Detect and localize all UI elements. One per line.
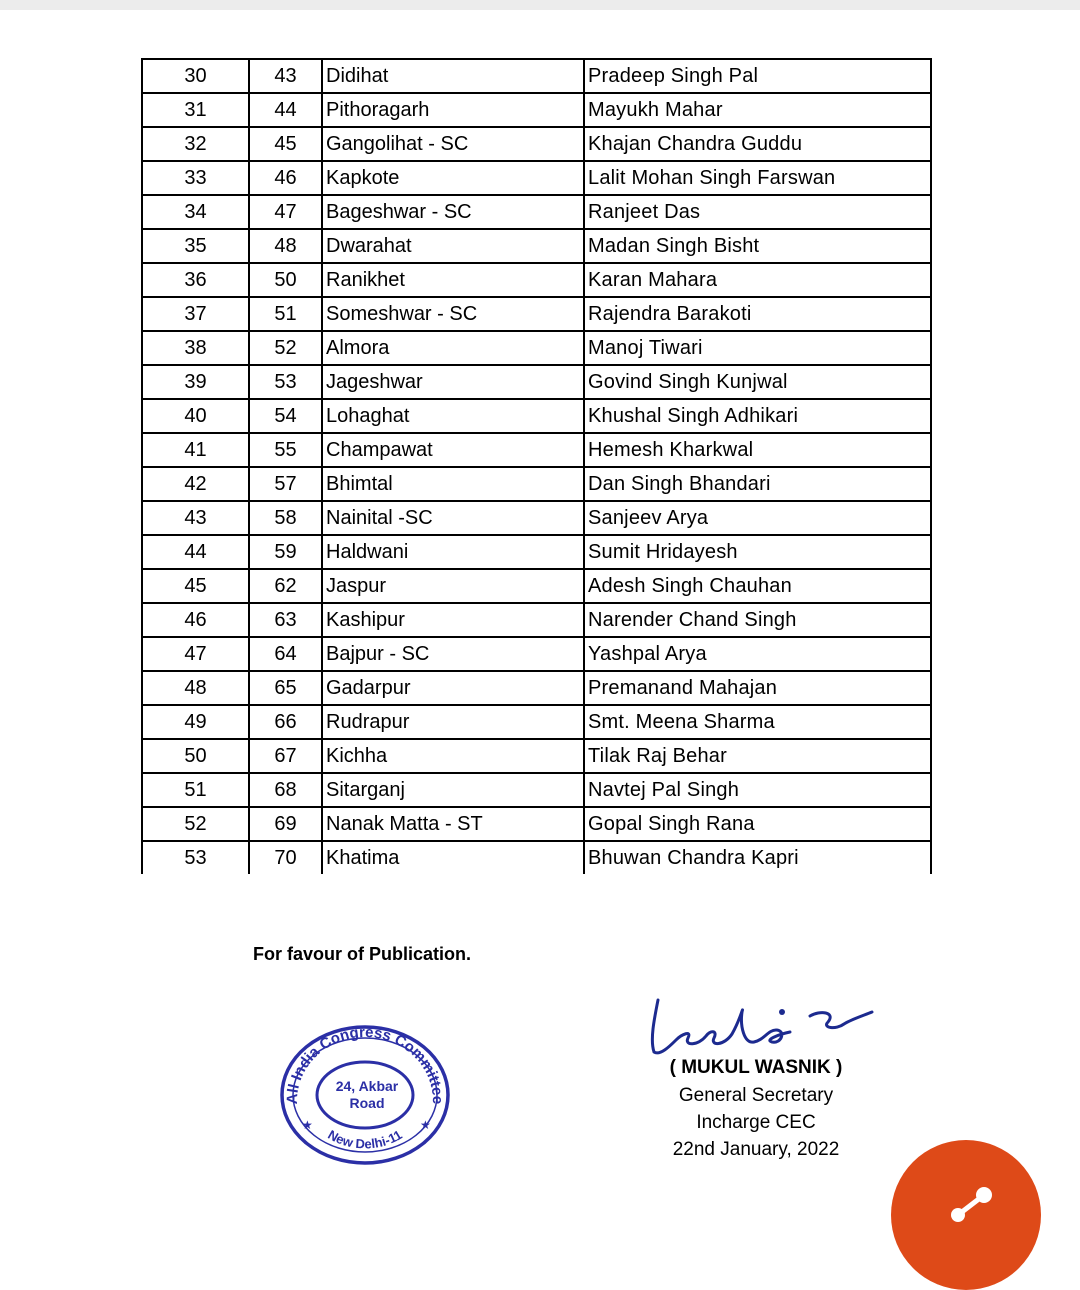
candidate-table-body	[142, 59, 931, 874]
constituency-name-cell: Kichha	[322, 739, 584, 773]
constituency-name-cell: Nainital -SC	[322, 501, 584, 535]
candidate-name-cell: Sumit Hridayesh	[584, 535, 931, 569]
constituency-name-cell: Gangolihat - SC	[322, 127, 584, 161]
table-row	[142, 161, 931, 195]
constituency-number-cell: 57	[249, 467, 322, 501]
serial-number-cell: 31	[142, 93, 249, 127]
candidate-name-cell: Govind Singh Kunjwal	[584, 365, 931, 399]
constituency-name-cell: Lohaghat	[322, 399, 584, 433]
constituency-name-cell: Bageshwar - SC	[322, 195, 584, 229]
serial-number-cell: 36	[142, 263, 249, 297]
serial-number-cell: 40	[142, 399, 249, 433]
constituency-name-cell: Ranikhet	[322, 263, 584, 297]
serial-number-cell: 42	[142, 467, 249, 501]
candidate-name-cell: Navtej Pal Singh	[584, 773, 931, 807]
table-row	[142, 467, 931, 501]
constituency-name-cell: Bajpur - SC	[322, 637, 584, 671]
table-row	[142, 195, 931, 229]
constituency-name-cell: Haldwani	[322, 535, 584, 569]
constituency-number-cell: 44	[249, 93, 322, 127]
serial-number-cell: 44	[142, 535, 249, 569]
constituency-name-cell: Almora	[322, 331, 584, 365]
constituency-name-cell: Kapkote	[322, 161, 584, 195]
candidate-name-cell: Sanjeev Arya	[584, 501, 931, 535]
candidate-name-cell: Bhuwan Chandra Kapri	[584, 841, 931, 874]
candidate-name-cell: Dan Singh Bhandari	[584, 467, 931, 501]
constituency-number-cell: 63	[249, 603, 322, 637]
candidate-name-cell: Lalit Mohan Singh Farswan	[584, 161, 931, 195]
candidate-name-cell: Karan Mahara	[584, 263, 931, 297]
candidate-name-cell: Khushal Singh Adhikari	[584, 399, 931, 433]
table-row	[142, 365, 931, 399]
serial-number-cell: 43	[142, 501, 249, 535]
candidate-name-cell: Manoj Tiwari	[584, 331, 931, 365]
serial-number-cell: 41	[142, 433, 249, 467]
serial-number-cell: 46	[142, 603, 249, 637]
candidate-name-cell: Premanand Mahajan	[584, 671, 931, 705]
constituency-name-cell: Jageshwar	[322, 365, 584, 399]
table-row	[142, 229, 931, 263]
candidate-name-cell: Rajendra Barakoti	[584, 297, 931, 331]
serial-number-cell: 47	[142, 637, 249, 671]
constituency-name-cell: Didihat	[322, 59, 584, 93]
table-row	[142, 841, 931, 874]
seal-center-line1: 24, Akbar	[335, 1078, 399, 1094]
candidate-name-cell: Adesh Singh Chauhan	[584, 569, 931, 603]
constituency-number-cell: 70	[249, 841, 322, 874]
constituency-number-cell: 66	[249, 705, 322, 739]
table-row	[142, 773, 931, 807]
serial-number-cell: 32	[142, 127, 249, 161]
seal-star-icon: ★	[420, 1118, 431, 1132]
table-row	[142, 331, 931, 365]
candidate-name-cell: Madan Singh Bisht	[584, 229, 931, 263]
signatory-block	[620, 1054, 892, 1163]
constituency-name-cell: Pithoragarh	[322, 93, 584, 127]
constituency-number-cell: 53	[249, 365, 322, 399]
table-row	[142, 59, 931, 93]
constituency-number-cell: 46	[249, 161, 322, 195]
constituency-name-cell: Bhimtal	[322, 467, 584, 501]
serial-number-cell: 49	[142, 705, 249, 739]
candidate-name-cell: Smt. Meena Sharma	[584, 705, 931, 739]
serial-number-cell: 52	[142, 807, 249, 841]
seal-ring-text: All India Congress Committee	[283, 1023, 447, 1105]
constituency-name-cell: Khatima	[322, 841, 584, 874]
constituency-name-cell: Gadarpur	[322, 671, 584, 705]
serial-number-cell: 53	[142, 841, 249, 874]
serial-number-cell: 33	[142, 161, 249, 195]
table-row	[142, 603, 931, 637]
table-row	[142, 739, 931, 773]
constituency-number-cell: 47	[249, 195, 322, 229]
table-row	[142, 637, 931, 671]
candidate-name-cell: Hemesh Kharkwal	[584, 433, 931, 467]
constituency-name-cell: Nanak Matta - ST	[322, 807, 584, 841]
constituency-name-cell: Champawat	[322, 433, 584, 467]
candidate-name-cell: Pradeep Singh Pal	[584, 59, 931, 93]
serial-number-cell: 45	[142, 569, 249, 603]
constituency-number-cell: 64	[249, 637, 322, 671]
table-row	[142, 399, 931, 433]
publication-note: For favour of Publication.	[253, 944, 472, 964]
table-row	[142, 127, 931, 161]
viewer-top-bar	[0, 0, 1080, 10]
constituency-number-cell: 48	[249, 229, 322, 263]
constituency-number-cell: 43	[249, 59, 322, 93]
constituency-number-cell: 45	[249, 127, 322, 161]
signatory-role: Incharge CEC	[696, 1112, 816, 1133]
congress-seal	[270, 1015, 460, 1165]
constituency-number-cell: 54	[249, 399, 322, 433]
table-row	[142, 501, 931, 535]
serial-number-cell: 37	[142, 297, 249, 331]
candidate-name-cell: Khajan Chandra Guddu	[584, 127, 931, 161]
serial-number-cell: 48	[142, 671, 249, 705]
table-row	[142, 535, 931, 569]
serial-number-cell: 30	[142, 59, 249, 93]
table-row	[142, 569, 931, 603]
serial-number-cell: 39	[142, 365, 249, 399]
constituency-number-cell: 68	[249, 773, 322, 807]
table-row	[142, 297, 931, 331]
signatory-name: ( MUKUL WASNIK )	[669, 1057, 843, 1078]
seal-center-line2: Road	[349, 1095, 385, 1111]
constituency-number-cell: 58	[249, 501, 322, 535]
constituency-number-cell: 59	[249, 535, 322, 569]
serial-number-cell: 50	[142, 739, 249, 773]
constituency-number-cell: 55	[249, 433, 322, 467]
constituency-name-cell: Kashipur	[322, 603, 584, 637]
share-icon	[946, 1185, 996, 1225]
candidate-name-cell: Ranjeet Das	[584, 195, 931, 229]
constituency-number-cell: 51	[249, 297, 322, 331]
constituency-number-cell: 65	[249, 671, 322, 705]
table-row	[142, 263, 931, 297]
signature-date: 22nd January, 2022	[672, 1139, 840, 1160]
table-row	[142, 671, 931, 705]
constituency-number-cell: 50	[249, 263, 322, 297]
constituency-name-cell: Sitarganj	[322, 773, 584, 807]
constituency-number-cell: 52	[249, 331, 322, 365]
serial-number-cell: 35	[142, 229, 249, 263]
constituency-name-cell: Rudrapur	[322, 705, 584, 739]
serial-number-cell: 38	[142, 331, 249, 365]
candidate-name-cell: Gopal Singh Rana	[584, 807, 931, 841]
constituency-name-cell: Dwarahat	[322, 229, 584, 263]
constituency-number-cell: 67	[249, 739, 322, 773]
serial-number-cell: 51	[142, 773, 249, 807]
seal-bottom-text: New Delhi-11	[325, 1126, 405, 1152]
candidate-name-cell: Mayukh Mahar	[584, 93, 931, 127]
constituency-number-cell: 62	[249, 569, 322, 603]
candidate-name-cell: Narender Chand Singh	[584, 603, 931, 637]
table-row	[142, 705, 931, 739]
candidate-table	[141, 58, 932, 874]
table-row	[142, 433, 931, 467]
candidate-name-cell: Yashpal Arya	[584, 637, 931, 671]
seal-star-icon: ★	[302, 1118, 313, 1132]
table-row	[142, 93, 931, 127]
constituency-name-cell: Jaspur	[322, 569, 584, 603]
share-button[interactable]	[891, 1140, 1041, 1290]
table-row	[142, 807, 931, 841]
candidate-name-cell: Tilak Raj Behar	[584, 739, 931, 773]
constituency-number-cell: 69	[249, 807, 322, 841]
constituency-name-cell: Someshwar - SC	[322, 297, 584, 331]
serial-number-cell: 34	[142, 195, 249, 229]
signatory-title: General Secretary	[678, 1085, 834, 1106]
